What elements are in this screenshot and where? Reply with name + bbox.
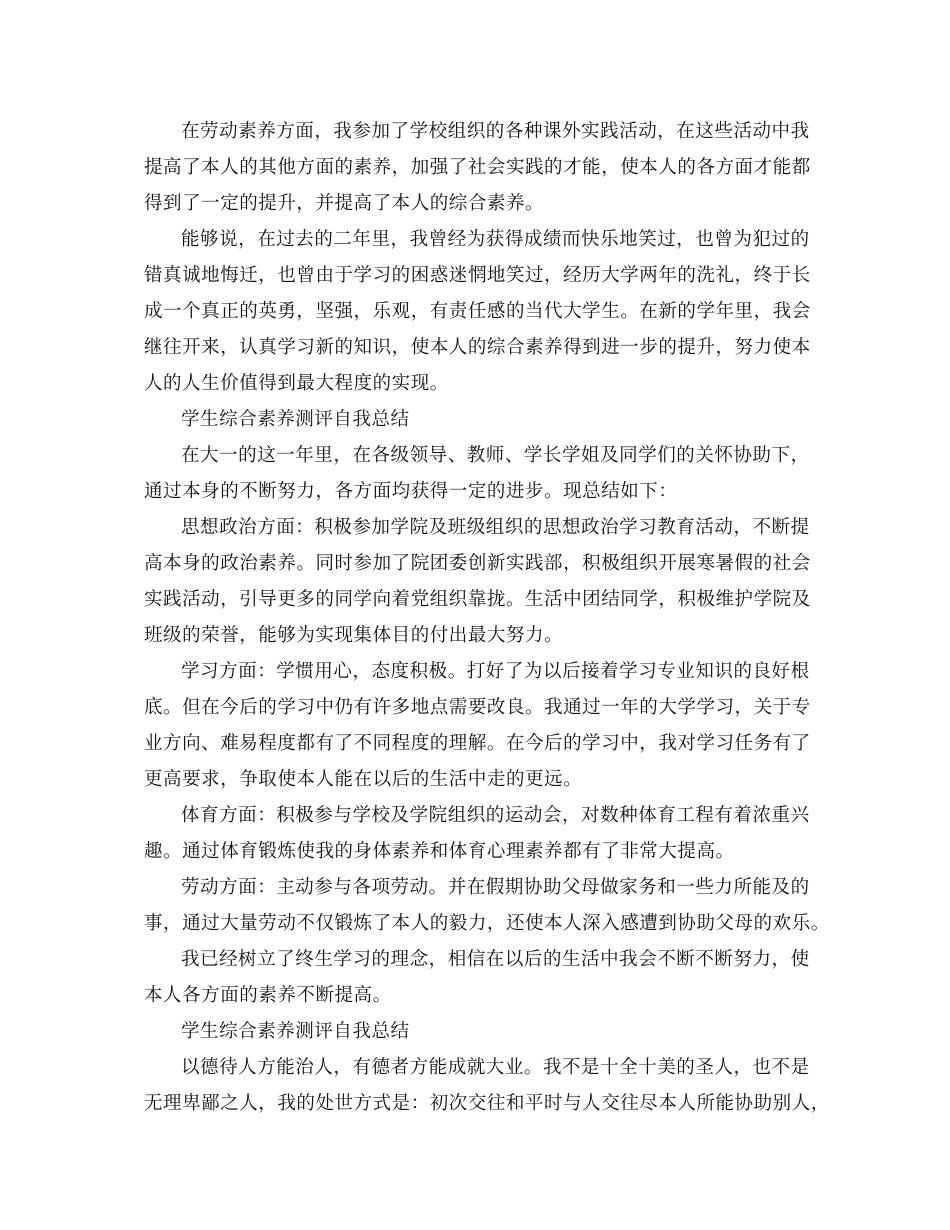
text-line: 更高要求，争取使本人能在以后的生活中走的更远。 [144,769,583,790]
text-line: 底。但在今后的学习中仍有许多地点需要改良。我通过一年的大学学习，关于专 [144,697,811,718]
text-line: 趣。通过体育锻炼使我的身体素养和体育心理素养都有了非常大提高。 [144,841,735,862]
text-line: 我已经树立了终生学习的理念，相信在以后的生活中我会不断不断努力，使 [181,949,810,970]
section-heading: 学生综合素养测评自我总结 [181,409,410,430]
text-line: 成一个真正的英勇，坚强，乐观，有责任感的当代大学生。在新的学年里，我会 [144,301,811,322]
text-line: 本人各方面的素养不断提高。 [144,985,392,1006]
text-line: 班级的荣誉，能够为实现集体目的付出最大努力。 [144,625,564,646]
text-line: 得到了一定的提升，并提高了本人的综合素养。 [144,193,545,214]
text-line: 在劳动素养方面，我参加了学校组织的各种课外实践活动，在这些活动中我 [181,121,810,142]
text-line: 业方向、难易程度都有了不同程度的理解。在今后的学习中，我对学习任务有了 [144,733,811,754]
section-heading: 学生综合素养测评自我总结 [181,1021,410,1042]
text-line: 事，通过大量劳动不仅锻炼了本人的毅力，还使本人深入感遭到协助父母的欢乐。 [144,913,830,934]
text-line: 提高了本人的其他方面的素养，加强了社会实践的才能，使本人的各方面才能都 [144,157,811,178]
text-line: 能够说，在过去的二年里，我曾经为获得成绩而快乐地笑过，也曾为犯过的 [181,229,810,250]
text-line: 以德待人方能治人，有德者方能成就大业。我不是十全十美的圣人，也不是 [181,1057,810,1078]
text-line: 通过本身的不断努力，各方面均获得一定的进步。现总结如下： [144,481,678,502]
text-line: 劳动方面：主动参与各项劳动。并在假期协助父母做家务和一些力所能及的 [181,877,810,898]
text-line: 无理卑鄙之人，我的处世方式是：初次交往和平时与人交往尽本人所能协助别人， [144,1093,830,1114]
text-line: 思想政治方面：积极参加学院及班级组织的思想政治学习教育活动，不断提 [181,517,810,538]
text-line: 高本身的政治素养。同时参加了院团委创新实践部，积极组织开展寒暑假的社会 [144,553,811,574]
text-line: 体育方面：积极参与学校及学院组织的运动会，对数种体育工程有着浓重兴 [181,805,810,826]
text-line: 人的人生价值得到最大程度的实现。 [144,373,449,394]
text-line: 实践活动，引导更多的同学向着党组织靠拢。生活中团结同学，积极维护学院及 [144,589,811,610]
text-line: 继往开来，认真学习新的知识，使本人的综合素养得到进一步的提升，努力使本 [144,337,811,358]
text-line: 在大一的这一年里，在各级领导、教师、学长学姐及同学们的关怀协助下， [181,445,810,466]
text-line: 错真诚地悔迁，也曾由于学习的困惑迷惘地笑过，经历大学两年的洗礼，终于长 [144,265,811,286]
text-line: 学习方面：学惯用心，态度积极。打好了为以后接着学习专业知识的良好根 [181,661,810,682]
